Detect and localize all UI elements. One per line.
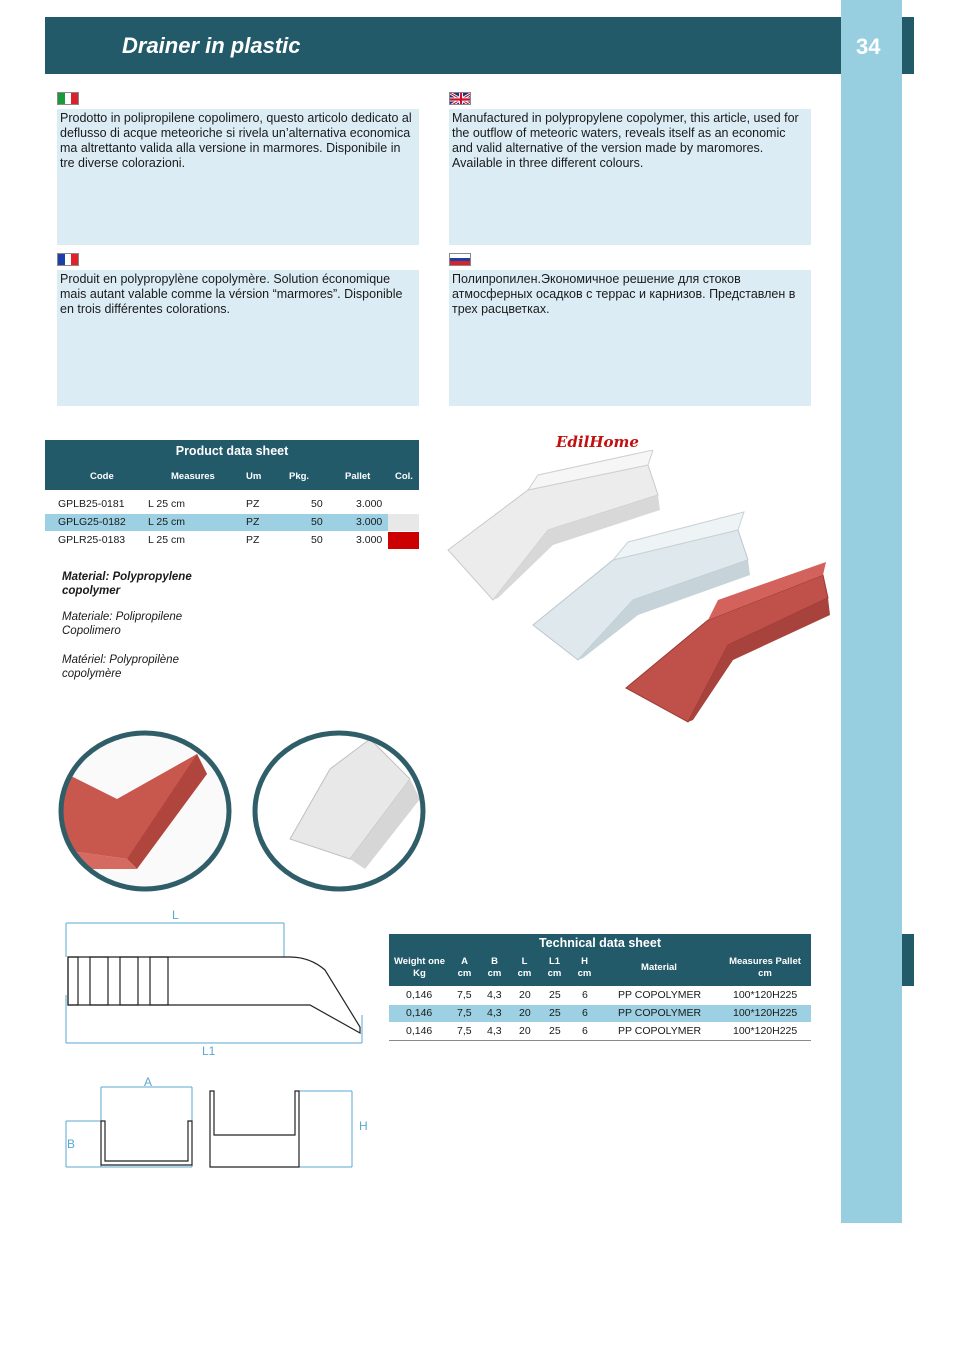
france-flag-icon [57, 253, 79, 266]
russia-flag-icon [449, 253, 471, 266]
material-french: Matériel: Polypropilène copolymère [62, 654, 179, 680]
cell-code: GPLB25-0181 [58, 498, 125, 510]
product-sheet-header [45, 462, 419, 490]
cell-b: 4,3 [487, 1025, 502, 1037]
cell-l1: 25 [549, 1007, 561, 1019]
label-H: H [359, 1119, 368, 1133]
col-h: H cm [577, 956, 592, 979]
cell-l1: 25 [549, 1025, 561, 1037]
cell-measures: L 25 cm [148, 498, 185, 510]
side-band [841, 0, 902, 1223]
cell-pkg: 50 [311, 516, 323, 528]
cell-a: 7,5 [457, 1007, 472, 1019]
cell-l1: 25 [549, 989, 561, 1001]
cross-section-drawing [64, 1085, 364, 1175]
description-english: Manufactured in polypropylene copolymer, this article, used for the outflow of meteoric waters, reveals itself as an economic and valid alternative of the version made by maromores. Available in three different colours. [449, 109, 811, 245]
product-sheet-title: Product data sheet [45, 440, 419, 462]
cell-pkg: 50 [311, 534, 323, 546]
side-tab-top [902, 17, 914, 74]
cell-um: PZ [246, 534, 260, 546]
technical-data-sheet [389, 934, 811, 1041]
cell-b: 4,3 [487, 989, 502, 1001]
technical-sheet-header [389, 952, 811, 986]
col-b: B cm [487, 956, 502, 979]
cell-um: PZ [246, 498, 260, 510]
red-detail-circle [57, 729, 235, 894]
label-B: B [67, 1137, 76, 1151]
cell-pallet: 3.000 [356, 516, 383, 528]
table-row [45, 496, 419, 514]
product-photo [438, 450, 830, 730]
page-number: 34 [856, 34, 881, 59]
col-measures: Measures [171, 471, 215, 482]
label-L: L [172, 908, 179, 922]
cell-measures: L 25 cm [148, 516, 185, 528]
color-swatch [388, 496, 419, 513]
table-row [389, 1005, 811, 1023]
table-row [45, 532, 419, 550]
product-data-sheet [45, 440, 419, 550]
cell-pkg: 50 [311, 498, 323, 510]
col-material: Material [641, 962, 677, 973]
col-pallet: Measures Pallet cm [729, 956, 801, 979]
material-italian: Materiale: Polipropilene Copolimero [62, 611, 183, 637]
cell-l: 20 [519, 1007, 531, 1019]
cell-pallet: 100*120H225 [733, 989, 798, 1001]
cell-material: PP COPOLYMER [618, 989, 702, 1001]
brand-logo: EdilHome [556, 433, 639, 451]
cell-weight: 0,146 [406, 989, 433, 1001]
color-swatch [388, 532, 419, 549]
description-french: Produit en polypropylène copolymère. Solution économique mais autant valable comme la vérsion “marmores”. Disponible en trois différentes colorations. [57, 270, 419, 406]
side-view-drawing [60, 905, 370, 1065]
color-swatch [388, 514, 419, 531]
table-row [389, 1023, 811, 1041]
col-a: A cm [457, 956, 472, 979]
description-russian: Полипропилен.Экономичное решение для стоков атмосферных осадков с террас и карнизов. Представлен в трех расцветках. [449, 270, 811, 406]
col-um: Um [246, 471, 262, 482]
table-row [45, 514, 419, 532]
cell-material: PP COPOLYMER [618, 1007, 702, 1019]
col-l1: L1 cm [547, 956, 562, 979]
cell-weight: 0,146 [406, 1025, 433, 1037]
cell-code: GPLG25-0182 [58, 516, 126, 528]
cell-measures: L 25 cm [148, 534, 185, 546]
cell-a: 7,5 [457, 989, 472, 1001]
description-italian: Prodotto in polipropilene copolimero, questo articolo dedicato al deflusso di acque meteoriche si rivela un’alternativa economica ma altrettanto valida alla versione in marmores. Disponibile in tre diverse colorazioni. [57, 109, 419, 245]
cell-pallet: 3.000 [356, 498, 383, 510]
label-L1: L1 [202, 1044, 216, 1058]
col-code: Code [90, 471, 114, 482]
cell-b: 4,3 [487, 1007, 502, 1019]
table-row [389, 987, 811, 1005]
material-english: Material: Polypropylene copolymer [62, 571, 192, 597]
cell-material: PP COPOLYMER [618, 1025, 702, 1037]
italy-flag-icon [57, 92, 79, 105]
cell-pallet: 100*120H225 [733, 1025, 798, 1037]
label-A: A [144, 1075, 153, 1089]
cell-h: 6 [582, 1007, 588, 1019]
cell-l: 20 [519, 989, 531, 1001]
cell-pallet: 100*120H225 [733, 1007, 798, 1019]
cell-weight: 0,146 [406, 1007, 433, 1019]
side-tab-bottom [902, 934, 914, 986]
cell-l: 20 [519, 1025, 531, 1037]
cell-h: 6 [582, 989, 588, 1001]
col-l: L cm [517, 956, 532, 979]
col-weight: Weight one Kg [393, 956, 446, 979]
page-title: Drainer in plastic [122, 33, 301, 58]
cell-h: 6 [582, 1025, 588, 1037]
uk-flag-icon [449, 92, 471, 105]
cell-um: PZ [246, 516, 260, 528]
technical-sheet-title: Technical data sheet [389, 934, 811, 952]
white-detail-circle [250, 729, 428, 894]
cell-pallet: 3.000 [356, 534, 383, 546]
cell-code: GPLR25-0183 [58, 534, 126, 546]
col-pallet: Pallet [345, 471, 371, 482]
cell-a: 7,5 [457, 1025, 472, 1037]
col-pkg: Pkg. [289, 471, 310, 482]
col-color: Col. [395, 471, 413, 482]
